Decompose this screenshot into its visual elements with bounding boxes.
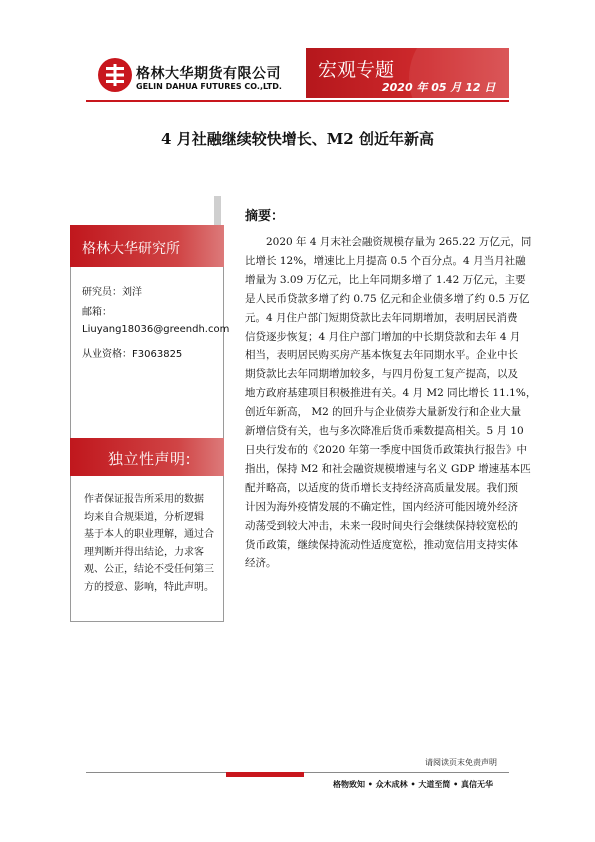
- summary-line: 经济。: [245, 557, 277, 570]
- summary-line: 元。4 月住户部门短期贷款比去年同期增加，表明居民消费: [245, 311, 518, 324]
- footer-accent: [226, 772, 304, 777]
- independence-statement: [84, 491, 214, 596]
- decorative-bar: [214, 196, 221, 226]
- summary-line: 创近年新高， M2 的回升与企业债券大量新发行和企业大量: [245, 406, 522, 419]
- summary-line: 指出，保持 M2 和社会融资规模增速与名义 GDP 增速基本匹: [245, 462, 531, 475]
- summary-line: 增量为 3.09 万亿元，比上年同期多增了 1.42 万亿元，主要: [245, 273, 526, 286]
- statement-line: 均来自合规渠道，分析逻辑: [84, 511, 204, 523]
- summary-line: 地方政府基建项目积极推进有关。4 月 M2 同比增长 11.1%，: [245, 387, 537, 400]
- company-name-cn: 格林大华期货有限公司: [136, 66, 281, 82]
- license-number: 从业资格：F3063825: [82, 349, 183, 360]
- summary-line: 货币政策，继续保持流动性适度宽松，推动宽信用支持实体: [245, 538, 518, 551]
- statement-title: 独立性声明:: [108, 450, 192, 468]
- statement-line: 理判断并得出结论，力求客: [84, 546, 204, 558]
- summary-line: 日央行发布的《2020 年第一季度中国货币政策执行报告》中: [245, 443, 528, 456]
- summary-line: 计因为海外疫情发展的不确定性，国内经济可能因境外经济: [245, 500, 518, 513]
- company-name-en: GELIN DAHUA FUTURES CO.,LTD.: [136, 82, 282, 91]
- summary-line: 配并略高，以适度的货币增长支持经济高质量发展。我们预: [245, 481, 518, 494]
- summary-body: [245, 233, 537, 573]
- statement-line: 观、公正，结论不受任何第三: [84, 564, 214, 575]
- summary-heading: 摘要：: [245, 209, 285, 224]
- researcher: 研究员：刘洋: [82, 287, 142, 298]
- disclaimer-note: 请阅读页末免责声明: [425, 758, 497, 767]
- report-title: 4 月社融继续较快增长、M2 创近年新高: [161, 130, 434, 148]
- summary-line: 新增信贷有关，也与多次降准后货币乘数提高相关。5 月 10: [245, 425, 524, 438]
- company-logo: [98, 58, 132, 92]
- report-type: 宏观专题: [318, 59, 395, 81]
- summary-line: 相当，表明居民购买房产基本恢复去年同期水平。企业中长: [245, 349, 518, 362]
- statement-line: 作者保证报告所采用的数据: [84, 494, 204, 505]
- institute-name: 格林大华研究所: [82, 241, 180, 257]
- statement-line: 基于本人的职业理解，通过合: [84, 529, 214, 540]
- summary-line: 动荡受到较大冲击，未来一段时间央行会继续保持较宽松的: [245, 519, 518, 532]
- summary-line: 2020 年 4 月末社会融资规模存量为 265.22 万亿元，同: [266, 236, 532, 248]
- company-slogan: 格物致知 • 众木成林 • 大道至简 • 真信无华: [333, 780, 494, 789]
- email-link[interactable]: Liuyang18036@greendh.com: [82, 324, 230, 335]
- summary-line: 是人民币贷款多增了约 0.75 亿元和企业债多增了约 0.5 万亿: [245, 292, 530, 305]
- statement-line: 方的授意、影响，特此声明。: [84, 581, 214, 593]
- email-label: 邮箱：: [82, 307, 112, 318]
- summary-line: 比增长 12%，增速比上月提高 0.5 个百分点。4 月当月社融: [245, 254, 526, 267]
- header-divider: [86, 100, 509, 102]
- summary-line: 信贷逐步恢复；4 月住户部门增加的中长期贷款和去年 4 月: [245, 330, 521, 343]
- report-date: 2020 年 05 月 12 日: [382, 81, 496, 94]
- summary-line: 期贷款比去年同期增加较多，与四月份复工复产提高，以及: [245, 368, 518, 381]
